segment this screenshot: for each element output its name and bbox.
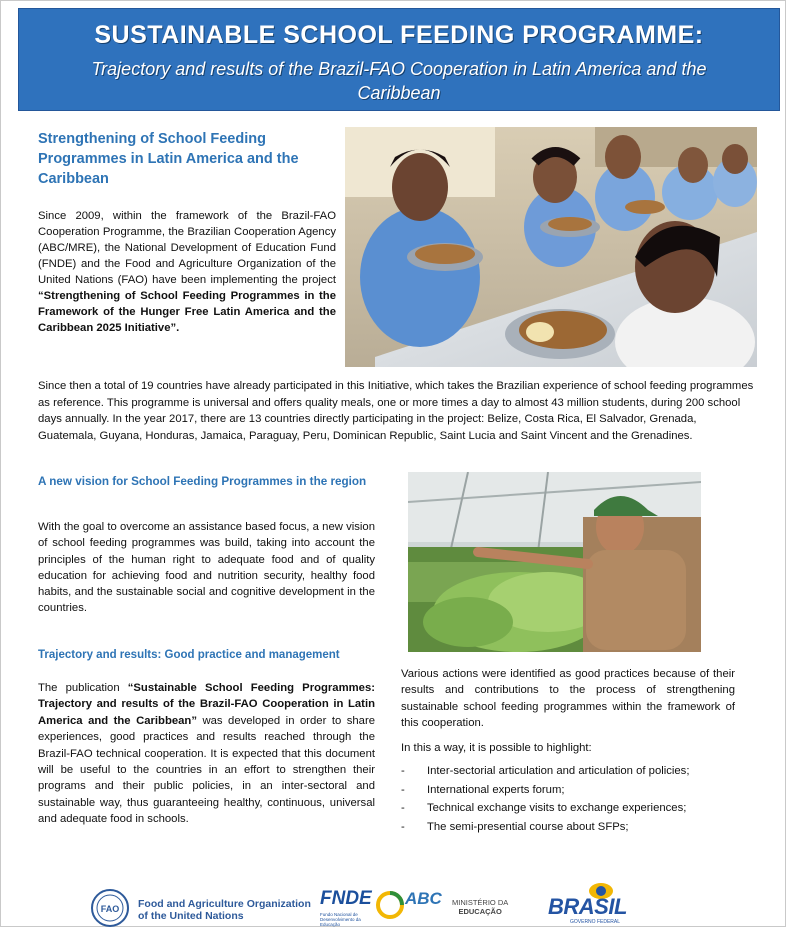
project-name: “Strengthening of School Feeding Programmes in the Framework of the Hunger Free Latin America and the Caribbean 2025 Initiative”.	[38, 290, 336, 334]
ministerio-line-1: MINISTÉRIO DA	[452, 898, 509, 907]
good-practices-paragraph: Various actions were identified as good practices because of their results and contributions to the process of strengthening sustainable school feeding programmes within the framework of this cooperation.	[401, 668, 735, 730]
ministerio-line-2: EDUCAÇÃO	[458, 907, 502, 916]
fnde-text: FNDE	[320, 888, 372, 909]
footer-logos	[80, 880, 700, 928]
abc-logo-icon: ABC	[405, 889, 442, 908]
greenhouse-lettuce-photo	[408, 472, 701, 652]
section-heading-new-vision: A new vision for School Feeding Programmes in the region	[38, 475, 367, 488]
fao-line-2: of the United Nations	[138, 910, 244, 922]
svg-text:FAO: FAO	[100, 904, 120, 914]
list-item: - Inter-sectorial articulation and articulation of policies;	[401, 764, 741, 780]
publication-paragraph	[38, 680, 375, 828]
header-banner	[18, 8, 780, 111]
new-vision-paragraph: With the goal to overcome an assistance based focus, a new vision of school feeding programmes was build, taking into account the principles of the human right to adequate food and of quality education for achieving food and nutrition security, healthy food habits, and the sustainable social and cognitive development in the countries.	[38, 521, 375, 615]
publication-description: was developed in order to share experiences, good practices and results reached through the Brazil-FAO technical cooperation. It is expected that this document will be useful to the countries in an effort to strengthen their programs and their public policies, in an inter-sectoral and sustainable way, thus guaranteeing healthy, continuous, universal and adequate food in schools.	[38, 714, 375, 826]
intro-paragraph	[38, 208, 336, 336]
fao-name	[138, 898, 311, 922]
publication-title: “Sustainable School Feeding Programmes: Trajectory and results of the Brazil-FAO Cooperation in Latin America and the Caribbean”	[38, 682, 375, 727]
intro-text: Since 2009, within the framework of the Brazil-FAO Cooperation Programme, the Brazilian Cooperation Agency (ABC/MRE), the National Development of Education Fund (FNDE) and the Food and Agriculture Organization of the United Nations (FAO) have been implementing the project	[38, 210, 336, 286]
list-item: - The semi-presential course about SFPs;	[401, 820, 741, 836]
list-item: - Technical exchange visits to exchange experiences;	[401, 801, 741, 817]
fao-line-1: Food and Agriculture Organization	[138, 898, 311, 910]
list-item: - International experts forum;	[401, 783, 741, 799]
highlight-intro: In this a way, it is possible to highlight:	[401, 742, 592, 754]
good-practices-list	[401, 764, 741, 838]
fnde-subtitle: Fundo Nacional de Desenvolvimento da Educação	[320, 912, 361, 927]
children-eating-photo	[345, 127, 757, 367]
countries-paragraph: Since then a total of 19 countries have already participated in this Initiative, which takes the Brazilian experience of school feeding programmes as reference. This programme is universal and offers quality meals, one or more times a day to almost 43 million students, during 200 school days annually. In the year 2017, there are 13 countries directly participating in the project: Belize, Costa Rica, El Salvador, Grenada, Guatemala, Guyana, Honduras, Jamaica, Paraguay, Peru, Dominican Republic, Saint Lucia and Saint Vincent and the Grenadines.	[38, 380, 754, 442]
ministerio-logo	[452, 898, 508, 916]
publication-intro: The publication	[38, 682, 128, 694]
brasil-logo-icon	[540, 882, 660, 926]
document-title: SUSTAINABLE SCHOOL FEEDING PROGRAMME:	[94, 21, 704, 49]
fao-logo-icon	[90, 888, 130, 928]
section-heading-strengthening: Strengthening of School Feeding Programmes in Latin America and the Caribbean	[38, 131, 299, 187]
brasil-subtitle: GOVERNO FEDERAL	[570, 919, 621, 925]
fnde-logo-icon	[320, 888, 440, 928]
section-heading-trajectory: Trajectory and results: Good practice and management	[38, 649, 340, 661]
brasil-text: BRASIL	[548, 894, 627, 919]
document-subtitle: Trajectory and results of the Brazil-FAO Cooperation in Latin America and the Caribbean	[91, 59, 707, 103]
